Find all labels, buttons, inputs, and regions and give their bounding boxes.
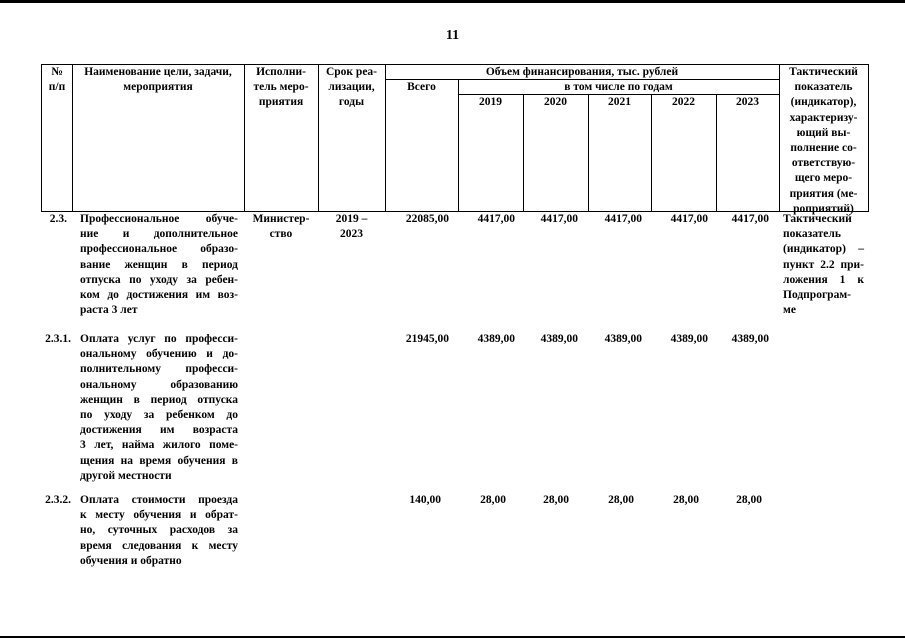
header-executor: Исполни- тель меро- приятия: [253, 66, 309, 109]
row-value-2020: 4417,00: [540, 213, 578, 225]
header-indicator: Тактический показатель (индикатор), характеризу- ющий вы- полнение со- ответствую- щего меро- приятия (ме- роприятий): [789, 66, 858, 215]
page-number: 11: [445, 28, 460, 43]
header-name: Наименование цели, задачи, мероприятия: [84, 66, 232, 94]
row-value-2022: 4417,00: [670, 213, 708, 225]
row-value-2021: 4389,00: [604, 333, 642, 345]
row-total: 21945,00: [405, 333, 449, 345]
header-year-2023: 2023: [736, 96, 759, 108]
header-num: № п/п: [48, 66, 66, 94]
row-total: 22085,00: [405, 213, 449, 225]
row-value-2023: 4389,00: [731, 333, 769, 345]
row-num: 2.3.1.: [45, 333, 71, 345]
header-by-years: в том числе по годам: [564, 81, 673, 93]
row-name: Оплата стоимости проезда к месту обучения и обрат- но, суточных расходов за время следования к месту обучения и обратно: [80, 494, 238, 567]
row-value-2020: 4389,00: [540, 333, 578, 345]
row-value-2023: 28,00: [736, 494, 762, 506]
scan-top-border: [0, 0, 905, 3]
row-indicator: Тактический показатель (индикатор) – пункт 2.2 при- ложения 1 к Подпрограм- ме: [783, 213, 864, 317]
header-year-2021: 2021: [608, 96, 631, 108]
row-name: Оплата услуг по професси- ональному обучению и до- полнительному професси- ональному образованию женщин в период отпуска по уходу за ребенком до достижения им возраста 3 лет, найма жилого поме- щения на время обучения в другой местности: [80, 333, 238, 482]
scan-bottom-border: [0, 636, 905, 638]
row-value-2019: 28,00: [480, 494, 506, 506]
row-value-2019: 4389,00: [477, 333, 515, 345]
row-value-2020: 28,00: [543, 494, 569, 506]
row-num: 2.3.: [49, 213, 67, 225]
header-total: Всего: [407, 81, 436, 93]
header-year-2019: 2019: [479, 96, 502, 108]
row-executor: Министер- ство: [252, 213, 310, 241]
row-num: 2.3.2.: [45, 494, 71, 506]
row-name: Профессиональное обуче- ние и дополнительное профессиональное образо- вание женщин в период отпуска по уходу за ребен- ком до достижения им воз- раста 3 лет: [80, 213, 238, 317]
row-value-2021: 4417,00: [604, 213, 642, 225]
row-value-2019: 4417,00: [477, 213, 515, 225]
header-period: Срок реа- лизации, годы: [325, 66, 378, 109]
row-period: 2019 – 2023: [335, 213, 368, 241]
header-funding: Объем финансирования, тыс. рублей: [485, 66, 679, 78]
row-value-2022: 28,00: [673, 494, 699, 506]
row-total: 140,00: [409, 494, 441, 506]
row-value-2021: 28,00: [608, 494, 634, 506]
row-value-2023: 4417,00: [731, 213, 769, 225]
header-year-2022: 2022: [672, 96, 695, 108]
header-year-2020: 2020: [544, 96, 567, 108]
row-value-2022: 4389,00: [670, 333, 708, 345]
